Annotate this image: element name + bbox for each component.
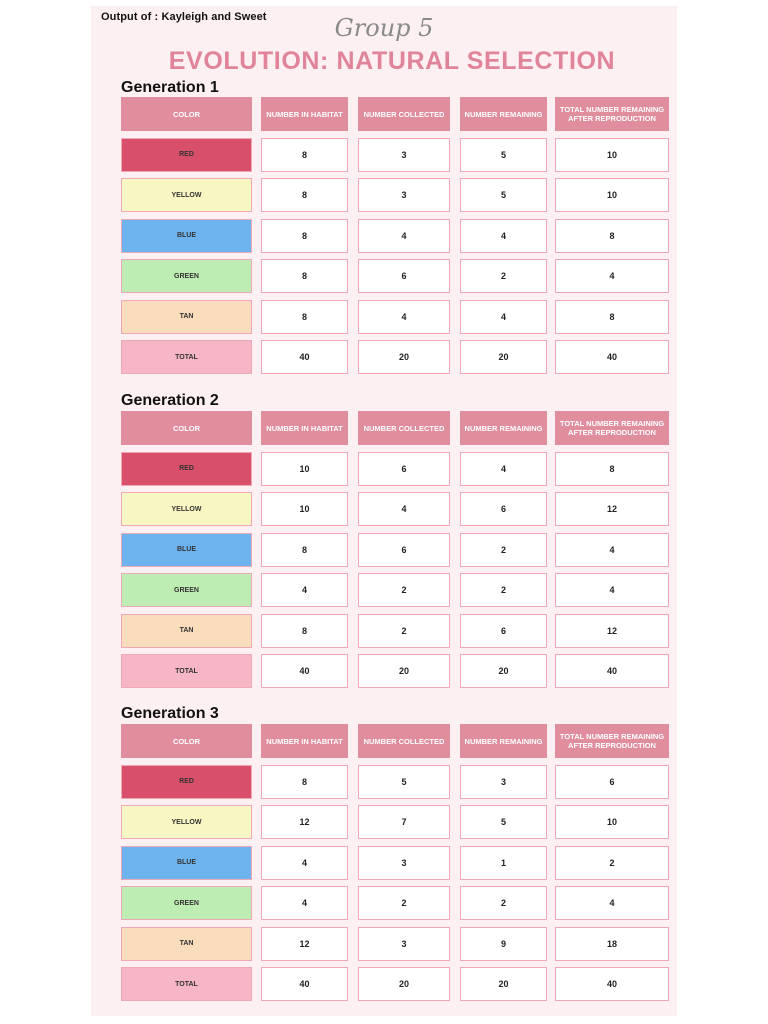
value-cell-total: 8 — [555, 219, 669, 253]
value-cell-habitat: 10 — [261, 492, 348, 526]
value-cell-total: 40 — [555, 340, 669, 374]
table-row — [121, 654, 671, 688]
value-cell-total: 4 — [555, 886, 669, 920]
value-cell-collected: 6 — [358, 259, 450, 293]
color-label-cell: GREEN — [121, 259, 252, 293]
color-label-cell: TOTAL — [121, 654, 252, 688]
table-row — [121, 886, 671, 920]
value-cell-habitat: 40 — [261, 340, 348, 374]
value-cell-collected: 2 — [358, 614, 450, 648]
value-cell-remaining: 1 — [460, 846, 547, 880]
value-cell-habitat: 10 — [261, 452, 348, 486]
column-header: NUMBER REMAINING — [460, 97, 547, 131]
value-cell-remaining: 20 — [460, 340, 547, 374]
table-row — [121, 765, 671, 799]
value-cell-total: 10 — [555, 178, 669, 212]
value-cell-remaining: 5 — [460, 138, 547, 172]
color-label-cell: YELLOW — [121, 178, 252, 212]
column-header: TOTAL NUMBER REMAINING AFTER REPRODUCTION — [555, 97, 669, 131]
value-cell-habitat: 12 — [261, 927, 348, 961]
value-cell-habitat: 8 — [261, 138, 348, 172]
table-row — [121, 259, 671, 293]
generation-heading: Generation 2 — [121, 392, 219, 409]
value-cell-habitat: 8 — [261, 178, 348, 212]
value-cell-collected: 7 — [358, 805, 450, 839]
value-cell-total: 4 — [555, 259, 669, 293]
generation-table — [121, 97, 671, 380]
value-cell-collected: 6 — [358, 452, 450, 486]
value-cell-total: 4 — [555, 533, 669, 567]
value-cell-habitat: 8 — [261, 259, 348, 293]
value-cell-collected: 4 — [358, 300, 450, 334]
column-header: NUMBER REMAINING — [460, 411, 547, 445]
color-label-cell: RED — [121, 765, 252, 799]
value-cell-remaining: 20 — [460, 967, 547, 1001]
value-cell-remaining: 4 — [460, 219, 547, 253]
table-row — [121, 340, 671, 374]
column-header: TOTAL NUMBER REMAINING AFTER REPRODUCTION — [555, 411, 669, 445]
value-cell-total: 10 — [555, 805, 669, 839]
table-row — [121, 452, 671, 486]
value-cell-total: 6 — [555, 765, 669, 799]
color-label-cell: BLUE — [121, 846, 252, 880]
value-cell-remaining: 6 — [460, 614, 547, 648]
value-cell-habitat: 8 — [261, 300, 348, 334]
value-cell-collected: 20 — [358, 654, 450, 688]
value-cell-collected: 5 — [358, 765, 450, 799]
color-label-cell: TAN — [121, 927, 252, 961]
table-header-row — [121, 724, 671, 758]
color-label-cell: RED — [121, 138, 252, 172]
color-label-cell: RED — [121, 452, 252, 486]
value-cell-total: 40 — [555, 654, 669, 688]
table-row — [121, 967, 671, 1001]
table-row — [121, 614, 671, 648]
value-cell-remaining: 4 — [460, 300, 547, 334]
color-label-cell: BLUE — [121, 219, 252, 253]
generation-table — [121, 724, 671, 1007]
value-cell-collected: 2 — [358, 886, 450, 920]
value-cell-collected: 3 — [358, 846, 450, 880]
value-cell-remaining: 5 — [460, 178, 547, 212]
value-cell-collected: 3 — [358, 138, 450, 172]
value-cell-collected: 2 — [358, 573, 450, 607]
value-cell-habitat: 4 — [261, 886, 348, 920]
value-cell-habitat: 8 — [261, 219, 348, 253]
color-label-cell: YELLOW — [121, 492, 252, 526]
value-cell-remaining: 6 — [460, 492, 547, 526]
column-header: NUMBER COLLECTED — [358, 97, 450, 131]
color-label-cell: TAN — [121, 614, 252, 648]
column-header: NUMBER IN HABITAT — [261, 411, 348, 445]
main-title: EVOLUTION: NATURAL SELECTION — [168, 47, 616, 75]
color-label-cell: TAN — [121, 300, 252, 334]
table-row — [121, 533, 671, 567]
value-cell-remaining: 5 — [460, 805, 547, 839]
column-header: NUMBER COLLECTED — [358, 724, 450, 758]
table-row — [121, 927, 671, 961]
value-cell-collected: 20 — [358, 967, 450, 1001]
value-cell-habitat: 8 — [261, 765, 348, 799]
color-label-cell: YELLOW — [121, 805, 252, 839]
value-cell-habitat: 8 — [261, 614, 348, 648]
value-cell-habitat: 4 — [261, 573, 348, 607]
group-title: Group 5 — [334, 14, 434, 42]
value-cell-collected: 6 — [358, 533, 450, 567]
table-row — [121, 178, 671, 212]
color-label-cell: GREEN — [121, 573, 252, 607]
value-cell-total: 12 — [555, 492, 669, 526]
table-row — [121, 805, 671, 839]
generation-table — [121, 411, 671, 694]
value-cell-habitat: 40 — [261, 967, 348, 1001]
column-header: NUMBER IN HABITAT — [261, 97, 348, 131]
color-label-cell: GREEN — [121, 886, 252, 920]
value-cell-habitat: 8 — [261, 533, 348, 567]
column-header: COLOR — [121, 97, 252, 131]
value-cell-total: 40 — [555, 967, 669, 1001]
value-cell-collected: 4 — [358, 219, 450, 253]
value-cell-collected: 20 — [358, 340, 450, 374]
table-header-row — [121, 97, 671, 131]
value-cell-total: 8 — [555, 300, 669, 334]
value-cell-total: 8 — [555, 452, 669, 486]
table-row — [121, 492, 671, 526]
color-label-cell: TOTAL — [121, 967, 252, 1001]
value-cell-collected: 3 — [358, 178, 450, 212]
value-cell-remaining: 2 — [460, 533, 547, 567]
value-cell-remaining: 4 — [460, 452, 547, 486]
generation-heading: Generation 1 — [121, 79, 219, 96]
value-cell-remaining: 2 — [460, 259, 547, 293]
value-cell-remaining: 3 — [460, 765, 547, 799]
table-row — [121, 138, 671, 172]
value-cell-habitat: 12 — [261, 805, 348, 839]
color-label-cell: TOTAL — [121, 340, 252, 374]
table-row — [121, 300, 671, 334]
value-cell-collected: 4 — [358, 492, 450, 526]
table-row — [121, 219, 671, 253]
color-label-cell: BLUE — [121, 533, 252, 567]
value-cell-total: 10 — [555, 138, 669, 172]
value-cell-collected: 3 — [358, 927, 450, 961]
table-header-row — [121, 411, 671, 445]
generation-heading: Generation 3 — [121, 705, 219, 722]
table-row — [121, 573, 671, 607]
value-cell-total: 12 — [555, 614, 669, 648]
value-cell-habitat: 40 — [261, 654, 348, 688]
column-header: NUMBER COLLECTED — [358, 411, 450, 445]
column-header: NUMBER REMAINING — [460, 724, 547, 758]
column-header: COLOR — [121, 724, 252, 758]
value-cell-remaining: 2 — [460, 886, 547, 920]
output-credit: Output of : Kayleigh and Sweet — [101, 11, 267, 23]
value-cell-total: 4 — [555, 573, 669, 607]
value-cell-remaining: 9 — [460, 927, 547, 961]
value-cell-total: 2 — [555, 846, 669, 880]
column-header: TOTAL NUMBER REMAINING AFTER REPRODUCTION — [555, 724, 669, 758]
value-cell-habitat: 4 — [261, 846, 348, 880]
value-cell-total: 18 — [555, 927, 669, 961]
value-cell-remaining: 20 — [460, 654, 547, 688]
column-header: NUMBER IN HABITAT — [261, 724, 348, 758]
value-cell-remaining: 2 — [460, 573, 547, 607]
column-header: COLOR — [121, 411, 252, 445]
table-row — [121, 846, 671, 880]
